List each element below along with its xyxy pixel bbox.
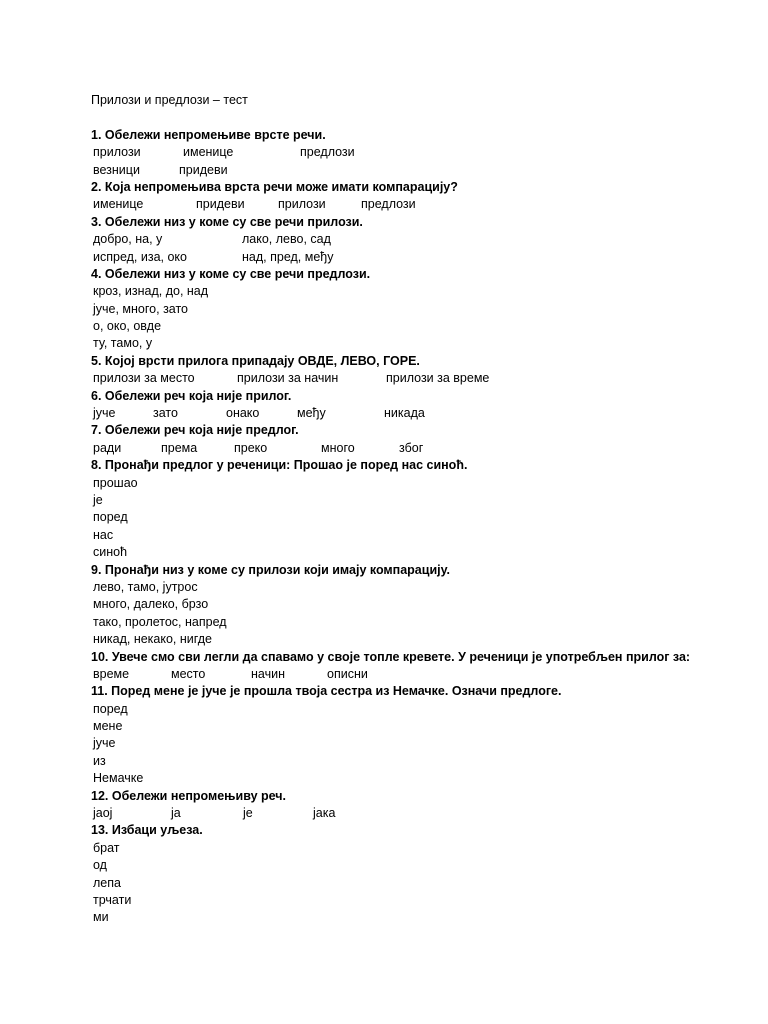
answer-option: кроз, изнад, до, над [93, 284, 209, 299]
answer-option: прилози за време [386, 371, 490, 386]
answer-option: из [93, 753, 106, 768]
question-3: 3. Обележи низ у коме су све речи прилози. [91, 214, 363, 229]
answer-option: никада [384, 406, 425, 421]
answer-option: придеви [196, 197, 245, 212]
answer-row [91, 770, 731, 787]
answer-option: је [243, 806, 253, 821]
document [91, 92, 731, 927]
answer-option: никад, некако, нигде [93, 632, 213, 647]
answer-option: јака [313, 806, 336, 821]
answer-option: много, далеко, брзо [93, 597, 209, 612]
answer-option: трчати [93, 892, 132, 907]
answer-row [91, 231, 731, 248]
answer-option: поред [93, 510, 128, 525]
answer-option: брат [93, 840, 120, 855]
question-2: 2. Која непромењива врста речи може имати компарацију? [91, 179, 458, 194]
question-4: 4. Обележи низ у коме су све речи предлози. [91, 266, 371, 281]
answer-row [91, 301, 731, 318]
answer-option: јаој [93, 806, 113, 821]
answer-option: време [93, 666, 130, 681]
answer-row [91, 840, 731, 857]
answer-option: прилози [278, 197, 326, 212]
answer-row [91, 805, 731, 822]
question-11: 11. Поред мене је јуче је прошла твоја сестра из Немачке. Означи предлоге. [91, 684, 562, 699]
answer-option: је [93, 492, 103, 507]
answer-option: ради [93, 440, 122, 455]
answer-row [91, 318, 731, 335]
question-1: 1. Обележи непромењиве врсте речи. [91, 127, 326, 142]
question-list [91, 127, 731, 927]
answer-row [91, 718, 731, 735]
answer-option: предлози [300, 145, 355, 160]
answer-row [91, 614, 731, 631]
answer-option: тако, пролетос, напред [93, 614, 227, 629]
answer-option: зато [153, 406, 178, 421]
answer-row [91, 509, 731, 526]
answer-row [91, 753, 731, 770]
answer-row [91, 909, 731, 926]
document-title: Прилози и предлози – тест [91, 93, 248, 107]
answer-option: описни [327, 666, 368, 681]
answer-option: предлози [361, 197, 416, 212]
answer-option: поред [93, 701, 128, 716]
question-13: 13. Избаци уљеза. [91, 823, 203, 838]
answer-option: прошао [93, 475, 138, 490]
answer-row [91, 475, 731, 492]
answer-row [91, 596, 731, 613]
answer-option: о, око, овде [93, 319, 162, 334]
answer-row [91, 196, 731, 213]
answer-row [91, 544, 731, 561]
answer-row [91, 370, 731, 387]
answer-option: лепа [93, 875, 121, 890]
question-12: 12. Обележи непромењиву реч. [91, 788, 287, 803]
question-7: 7. Обележи реч која није предлог. [91, 423, 299, 438]
answer-row [91, 144, 731, 161]
answer-option: од [93, 858, 107, 873]
answer-option: лако, лево, сад [242, 232, 331, 247]
answer-row [91, 701, 731, 718]
answer-option: јуче, много, зато [93, 301, 189, 316]
answer-option: именице [93, 197, 144, 212]
question-6: 6. Обележи реч која није прилог. [91, 388, 292, 403]
answer-row [91, 735, 731, 752]
answer-option: због [399, 440, 424, 455]
answer-option: ту, тамо, у [93, 336, 153, 351]
answer-option: много [321, 440, 355, 455]
answer-row [91, 405, 731, 422]
answer-option: везници [93, 162, 140, 177]
question-9: 9. Пронађи низ у коме су прилози који имају компарацију. [91, 562, 450, 577]
answer-option: испред, иза, око [93, 249, 187, 264]
answer-row [91, 892, 731, 909]
question-5: 5. Којој врсти прилога припадају ОВДЕ, ЛЕВО, ГОРЕ. [91, 353, 420, 368]
answer-row [91, 666, 731, 683]
answer-option: именице [183, 145, 234, 160]
question-10: 10. Увече смо сви легли да спавамо у своје топле кревете. У реченици је употребљен прилог за: [91, 649, 691, 664]
answer-option: прилози за начин [237, 371, 339, 386]
answer-option: прилози за место [93, 371, 195, 386]
answer-option: прилози [93, 145, 141, 160]
answer-option: синоћ [93, 545, 128, 560]
answer-option: начин [251, 666, 285, 681]
answer-row [91, 631, 731, 648]
answer-option: јуче [93, 736, 116, 751]
question-8: 8. Пронађи предлог у реченици: Прошао је поред нас синоћ. [91, 458, 468, 473]
answer-row [91, 857, 731, 874]
spacer [91, 109, 731, 126]
answer-row [91, 492, 731, 509]
answer-option: према [161, 440, 198, 455]
answer-option: ја [171, 806, 181, 821]
answer-option: нас [93, 527, 114, 542]
answer-row [91, 440, 731, 457]
answer-row [91, 579, 731, 596]
answer-option: Немачке [93, 771, 144, 786]
answer-option: јуче [93, 406, 116, 421]
answer-option: над, пред, међу [242, 249, 334, 264]
answer-option: мене [93, 719, 123, 734]
answer-option: добро, на, у [93, 232, 163, 247]
answer-option: лево, тамо, јутрос [93, 579, 198, 594]
answer-row [91, 283, 731, 300]
answer-row [91, 527, 731, 544]
answer-row [91, 335, 731, 352]
answer-row [91, 875, 731, 892]
answer-option: ми [93, 910, 109, 925]
answer-row [91, 162, 731, 179]
answer-option: место [171, 666, 206, 681]
answer-row [91, 249, 731, 266]
answer-option: преко [234, 440, 268, 455]
answer-option: придеви [179, 162, 228, 177]
answer-option: онако [226, 406, 260, 421]
answer-option: међу [297, 406, 326, 421]
